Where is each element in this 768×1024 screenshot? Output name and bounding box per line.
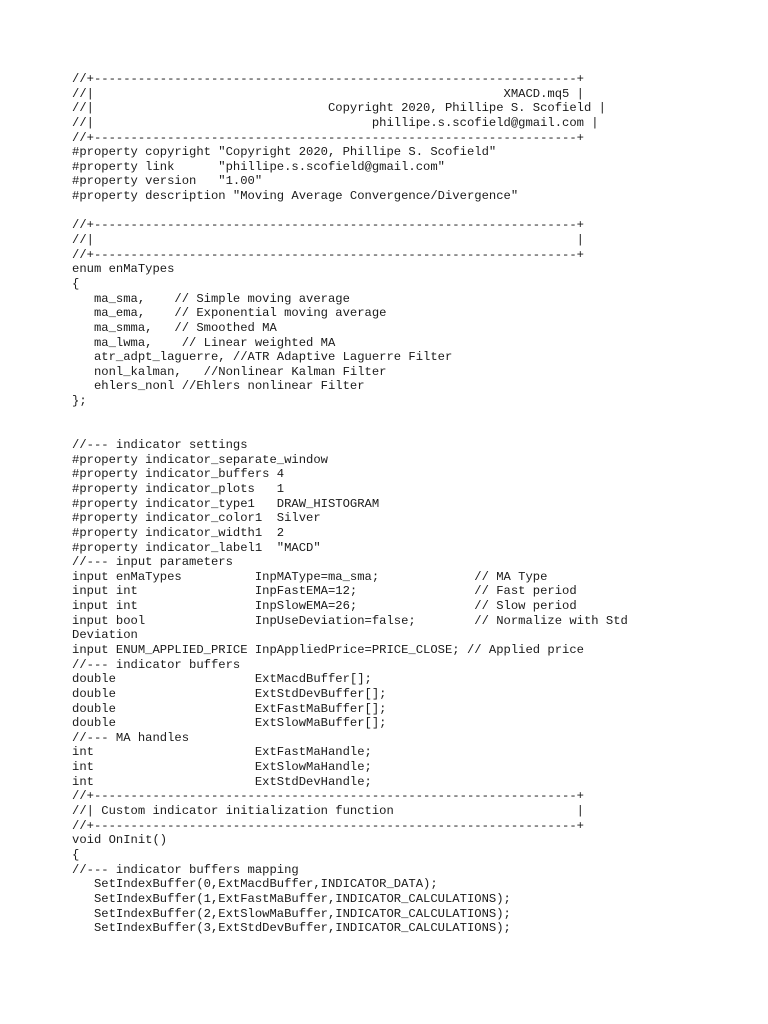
code-line: //--- indicator settings [72, 438, 248, 453]
code-line: atr_adpt_laguerre, //ATR Adaptive Laguerre Filter [72, 350, 453, 365]
code-line: void OnInit() [72, 833, 168, 848]
code-line: double ExtFastMaBuffer[]; [72, 701, 387, 716]
code-line: { [72, 276, 80, 291]
code-line: ma_sma, // Simple moving average [72, 291, 350, 306]
code-line: input enMaTypes InpMAType=ma_sma; // MA Type [72, 569, 548, 584]
code-line: double ExtMacdBuffer[]; [72, 672, 372, 687]
code-line: #property copyright "Copyright 2020, Phillipe S. Scofield" [72, 145, 497, 160]
code-line: //+------------------------------------------------------------------+ [72, 247, 584, 262]
code-line: #property indicator_buffers 4 [72, 467, 285, 482]
code-line: #property indicator_plots 1 [72, 481, 285, 496]
code-line: SetIndexBuffer(3,ExtStdDevBuffer,INDICATOR_CALCULATIONS); [72, 921, 511, 936]
code-line: ma_ema, // Exponential moving average [72, 306, 387, 321]
code-line: SetIndexBuffer(1,ExtFastMaBuffer,INDICATOR_CALCULATIONS); [72, 891, 511, 906]
code-line: //+------------------------------------------------------------------+ [72, 218, 584, 233]
code-line: #property indicator_type1 DRAW_HISTOGRAM [72, 496, 380, 511]
code-line: double ExtStdDevBuffer[]; [72, 686, 387, 701]
code-line: #property description "Moving Average Convergence/Divergence" [72, 189, 519, 204]
code-line: int ExtStdDevHandle; [72, 774, 372, 789]
code-line: //--- input parameters [72, 555, 233, 570]
code-line: //--- MA handles [72, 730, 190, 745]
code-line: //| phillipe.s.scofield@gmail.com | [72, 115, 599, 130]
code-line: input int InpSlowEMA=26; // Slow period [72, 599, 577, 614]
code-line: //| Copyright 2020, Phillipe S. Scofield | [72, 101, 606, 116]
code-line: #property link "phillipe.s.scofield@gmail.com" [72, 159, 445, 174]
code-line: nonl_kalman, //Nonlinear Kalman Filter [72, 364, 387, 379]
code-line: //--- indicator buffers [72, 657, 241, 672]
code-listing [72, 72, 692, 936]
code-line: Deviation [72, 628, 138, 643]
code-line: //| XMACD.mq5 | [72, 86, 584, 101]
code-line: ma_smma, // Smoothed MA [72, 320, 277, 335]
code-line: SetIndexBuffer(0,ExtMacdBuffer,INDICATOR_DATA); [72, 877, 438, 892]
code-line: //--- indicator buffers mapping [72, 862, 299, 877]
code-line: //+------------------------------------------------------------------+ [72, 818, 584, 833]
code-line [72, 423, 692, 438]
code-line: ehlers_nonl //Ehlers nonlinear Filter [72, 379, 365, 394]
code-line: //| | [72, 233, 584, 248]
code-line: input ENUM_APPLIED_PRICE InpAppliedPrice=PRICE_CLOSE; // Applied price [72, 642, 584, 657]
code-line [72, 409, 692, 424]
code-line: input bool InpUseDeviation=false; // Normalize with Std [72, 613, 628, 628]
code-line: #property indicator_width1 2 [72, 525, 285, 540]
code-line: #property indicator_label1 "MACD" [72, 540, 321, 555]
code-line: #property indicator_color1 Silver [72, 511, 321, 526]
code-line [72, 204, 692, 219]
code-line: //| Custom indicator initialization function | [72, 804, 584, 819]
code-line: { [72, 847, 80, 862]
code-line: //+------------------------------------------------------------------+ [72, 789, 584, 804]
code-line: int ExtSlowMaHandle; [72, 760, 372, 775]
code-line: }; [72, 394, 87, 409]
code-line: double ExtSlowMaBuffer[]; [72, 716, 387, 731]
code-line: //+------------------------------------------------------------------+ [72, 130, 584, 145]
code-line: #property version "1.00" [72, 174, 263, 189]
code-line: int ExtFastMaHandle; [72, 745, 372, 760]
code-line: #property indicator_separate_window [72, 452, 328, 467]
code-line: ma_lwma, // Linear weighted MA [72, 335, 336, 350]
code-line: enum enMaTypes [72, 262, 175, 277]
code-line: input int InpFastEMA=12; // Fast period [72, 584, 577, 599]
code-line: SetIndexBuffer(2,ExtSlowMaBuffer,INDICATOR_CALCULATIONS); [72, 906, 511, 921]
code-line: //+------------------------------------------------------------------+ [72, 72, 584, 86]
